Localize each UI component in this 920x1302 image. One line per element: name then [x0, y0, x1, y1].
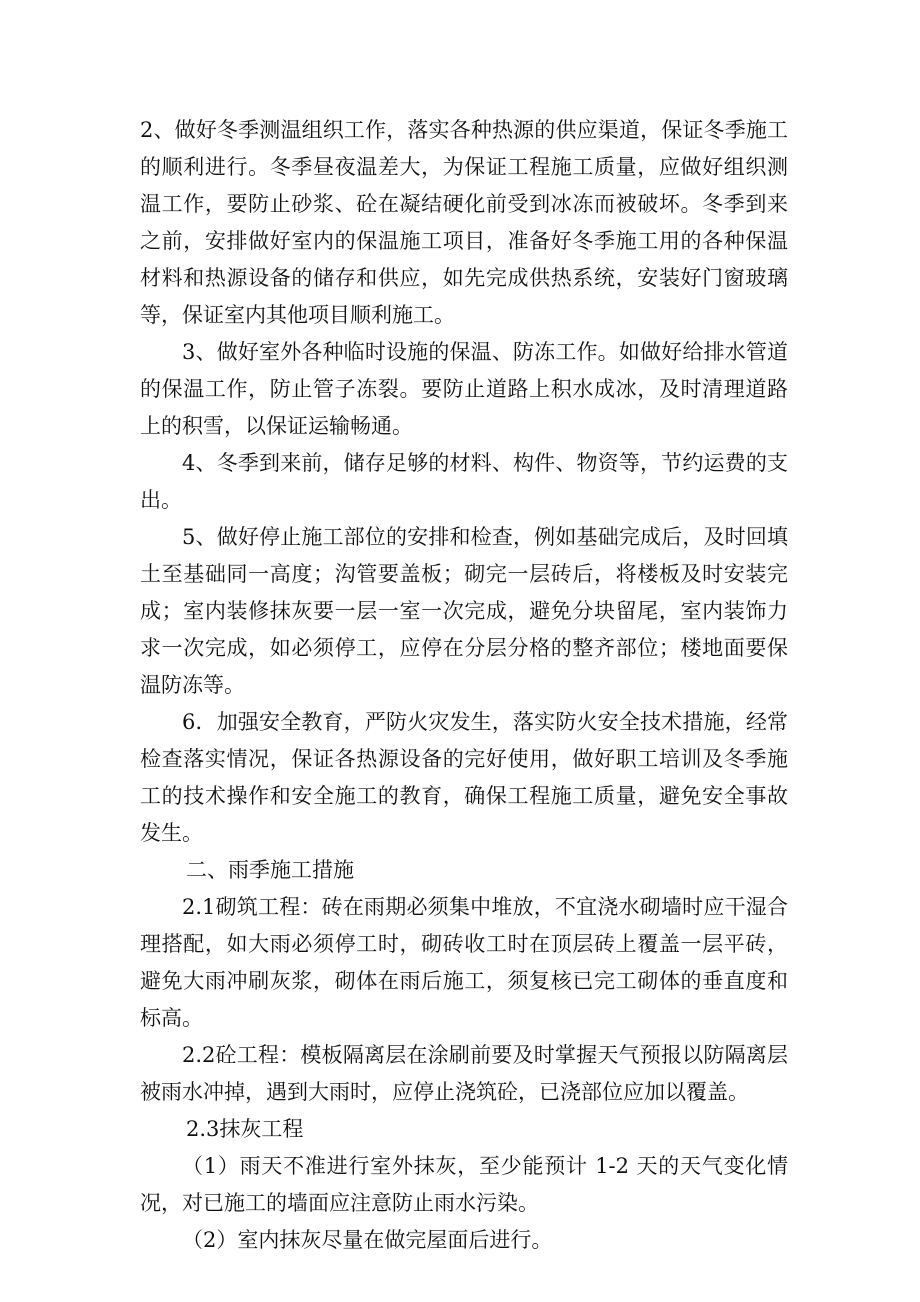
section-heading-rainy-season: 二、雨季施工措施 — [186, 858, 354, 882]
paragraph-plastering-1: （1）雨天不准进行室外抹灰，至少能预计 1-2 天的天气变化情况，对已施工的墙面应注意防止雨水污染。 — [140, 1154, 788, 1215]
paragraph-item-2: 2、做好冬季测温组织工作，落实各种热源的供应渠道，保证冬季施工的顺利进行。冬季昼夜温差大，为保证工程施工质量，应做好组织测温工作，要防止砂浆、砼在凝结硬化前受到冰冻而被破坏。冬季到来之前，安排做好室内的保温施工项目，准备好冬季施工用的各种保温材料和热源设备的储存和供应，如先完成供热系统，安装好门窗玻璃等，保证室内其他项目顺利施工。 — [140, 118, 788, 327]
paragraph-item-5: 5、做好停止施工部位的安排和检查，例如基础完成后，及时回填土至基础同一高度；沟管要盖板；砌完一层砖后，将楼板及时安装完成；室内装修抹灰要一层一室一次完成，避免分块留尾，室内装饰力求一次完成，如必须停工，应停在分层分格的整齐部位；楼地面要保温防冻等。 — [140, 525, 788, 697]
paragraph-item-6: 6．加强安全教育，严防火灾发生，落实防火安全技术措施，经常检查落实情况，保证各热源设备的完好使用，做好职工培训及冬季施工的技术操作和安全施工的教育，确保工程施工质量，避免安全事故发生。 — [140, 710, 788, 845]
paragraph-concrete: 2.2砼工程：模板隔离层在涂刷前要及时掌握天气预报以防隔离层被雨水冲掉，遇到大雨时，应停止浇筑砼，已浇部位应加以覆盖。 — [140, 1043, 788, 1104]
subsection-heading-plastering: 2.3抹灰工程 — [186, 1117, 304, 1141]
paragraph-plastering-2: （2）室内抹灰尽量在做完屋面后进行。 — [182, 1228, 553, 1252]
paragraph-item-3: 3、做好室外各种临时设施的保温、防冻工作。如做好给排水管道的保温工作，防止管子冻裂。要防止道路上积水成冰，及时清理道路上的积雪，以保证运输畅通。 — [140, 340, 788, 438]
document-body — [140, 112, 788, 1259]
paragraph-masonry: 2.1砌筑工程：砖在雨期必须集中堆放，不宜浇水砌墙时应干湿合理搭配，如大雨必须停工时，砌砖收工时在顶层砖上覆盖一层平砖，避免大雨冲刷灰浆，砌体在雨后施工，须复核已完工砌体的垂直度和标高。 — [140, 895, 788, 1030]
paragraph-item-4: 4、冬季到来前，储存足够的材料、构件、物资等，节约运费的支出。 — [140, 451, 788, 512]
